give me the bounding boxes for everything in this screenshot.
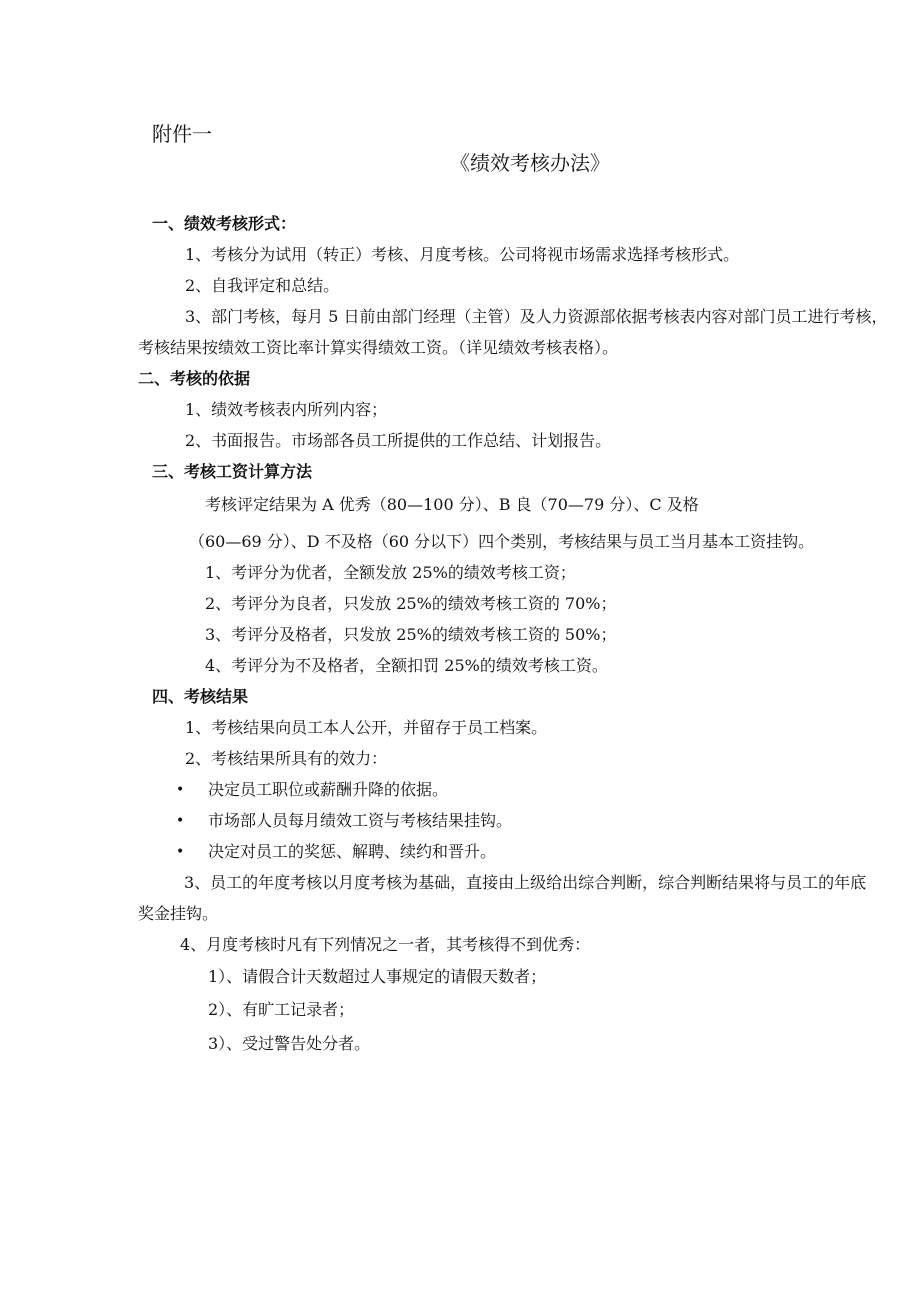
section4-subitem-1: 1）、请假合计天数超过人事规定的请假天数者； xyxy=(208,967,547,986)
bullet-icon: • xyxy=(176,844,185,860)
section1-item-3: 3、部门考核，每月 5 日前由部门经理（主管）及人力资源部依据考核表内容对部门员工进行考核， xyxy=(185,307,888,326)
section4-item-4: 4、月度考核时凡有下列情况之一者，其考核得不到优秀： xyxy=(180,935,591,954)
section1-item-3-continued: 考核结果按绩效工资比率计算实得绩效工资。（详见绩效考核表格）。 xyxy=(138,338,619,357)
section4-item-2: 2、考核结果所具有的效力： xyxy=(185,749,388,768)
bullet-item-3: 决定对员工的奖惩、解聘、续约和晋升。 xyxy=(208,842,497,861)
section3-item-1: 1、考评分为优者，全额发放 25%的绩效考核工资； xyxy=(205,563,576,582)
section2-item-2: 2、书面报告。市场部各员工所提供的工作总结、计划报告。 xyxy=(185,431,612,450)
section2-item-1: 1、绩效考核表内所列内容； xyxy=(185,400,388,419)
section4-item-3: 3、员工的年度考核以月度考核为基础，直接由上级给出综合判断，综合判断结果将与员工的年底 xyxy=(184,873,867,892)
section-heading-1: 一、绩效考核形式： xyxy=(152,214,297,233)
section1-item-2: 2、自我评定和总结。 xyxy=(185,276,340,295)
section4-subitem-3: 3）、受过警告处分者。 xyxy=(208,1034,371,1053)
section3-item-4: 4、考评分为不及格者，全额扣罚 25%的绩效考核工资。 xyxy=(205,656,608,675)
section3-item-2: 2、考评分为良者，只发放 25%的绩效考核工资的 70%； xyxy=(205,594,617,613)
section3-intro-continued: （60—69 分）、D 不及格（60 分以下）四个类别，考核结果与员工当月基本工资挂钩。 xyxy=(189,532,815,551)
attachment-label: 附件一 xyxy=(152,122,212,146)
section3-item-3: 3、考评分及格者，只发放 25%的绩效考核工资的 50%； xyxy=(205,625,617,644)
document-title: 《绩效考核办法》 xyxy=(450,151,610,175)
bullet-icon: • xyxy=(176,782,185,798)
section-heading-3: 三、考核工资计算方法 xyxy=(152,462,313,481)
bullet-item-1: 决定员工职位或薪酬升降的依据。 xyxy=(208,780,449,799)
section4-subitem-2: 2）、有旷工记录者； xyxy=(208,1000,355,1019)
section4-item-1: 1、考核结果向员工本人公开，并留存于员工档案。 xyxy=(185,718,548,737)
bullet-item-2: 市场部人员每月绩效工资与考核结果挂钩。 xyxy=(208,811,513,830)
section4-item-3-continued: 奖金挂钩。 xyxy=(138,904,219,923)
bullet-icon: • xyxy=(176,813,185,829)
section-heading-4: 四、考核结果 xyxy=(152,687,249,706)
section1-item-1: 1、考核分为试用（转正）考核、月度考核。公司将视市场需求选择考核形式。 xyxy=(185,245,740,264)
section3-intro: 考核评定结果为 A 优秀（80—100 分）、B 良（70—79 分）、C 及格 xyxy=(205,495,699,514)
section-heading-2: 二、考核的依据 xyxy=(138,369,251,388)
